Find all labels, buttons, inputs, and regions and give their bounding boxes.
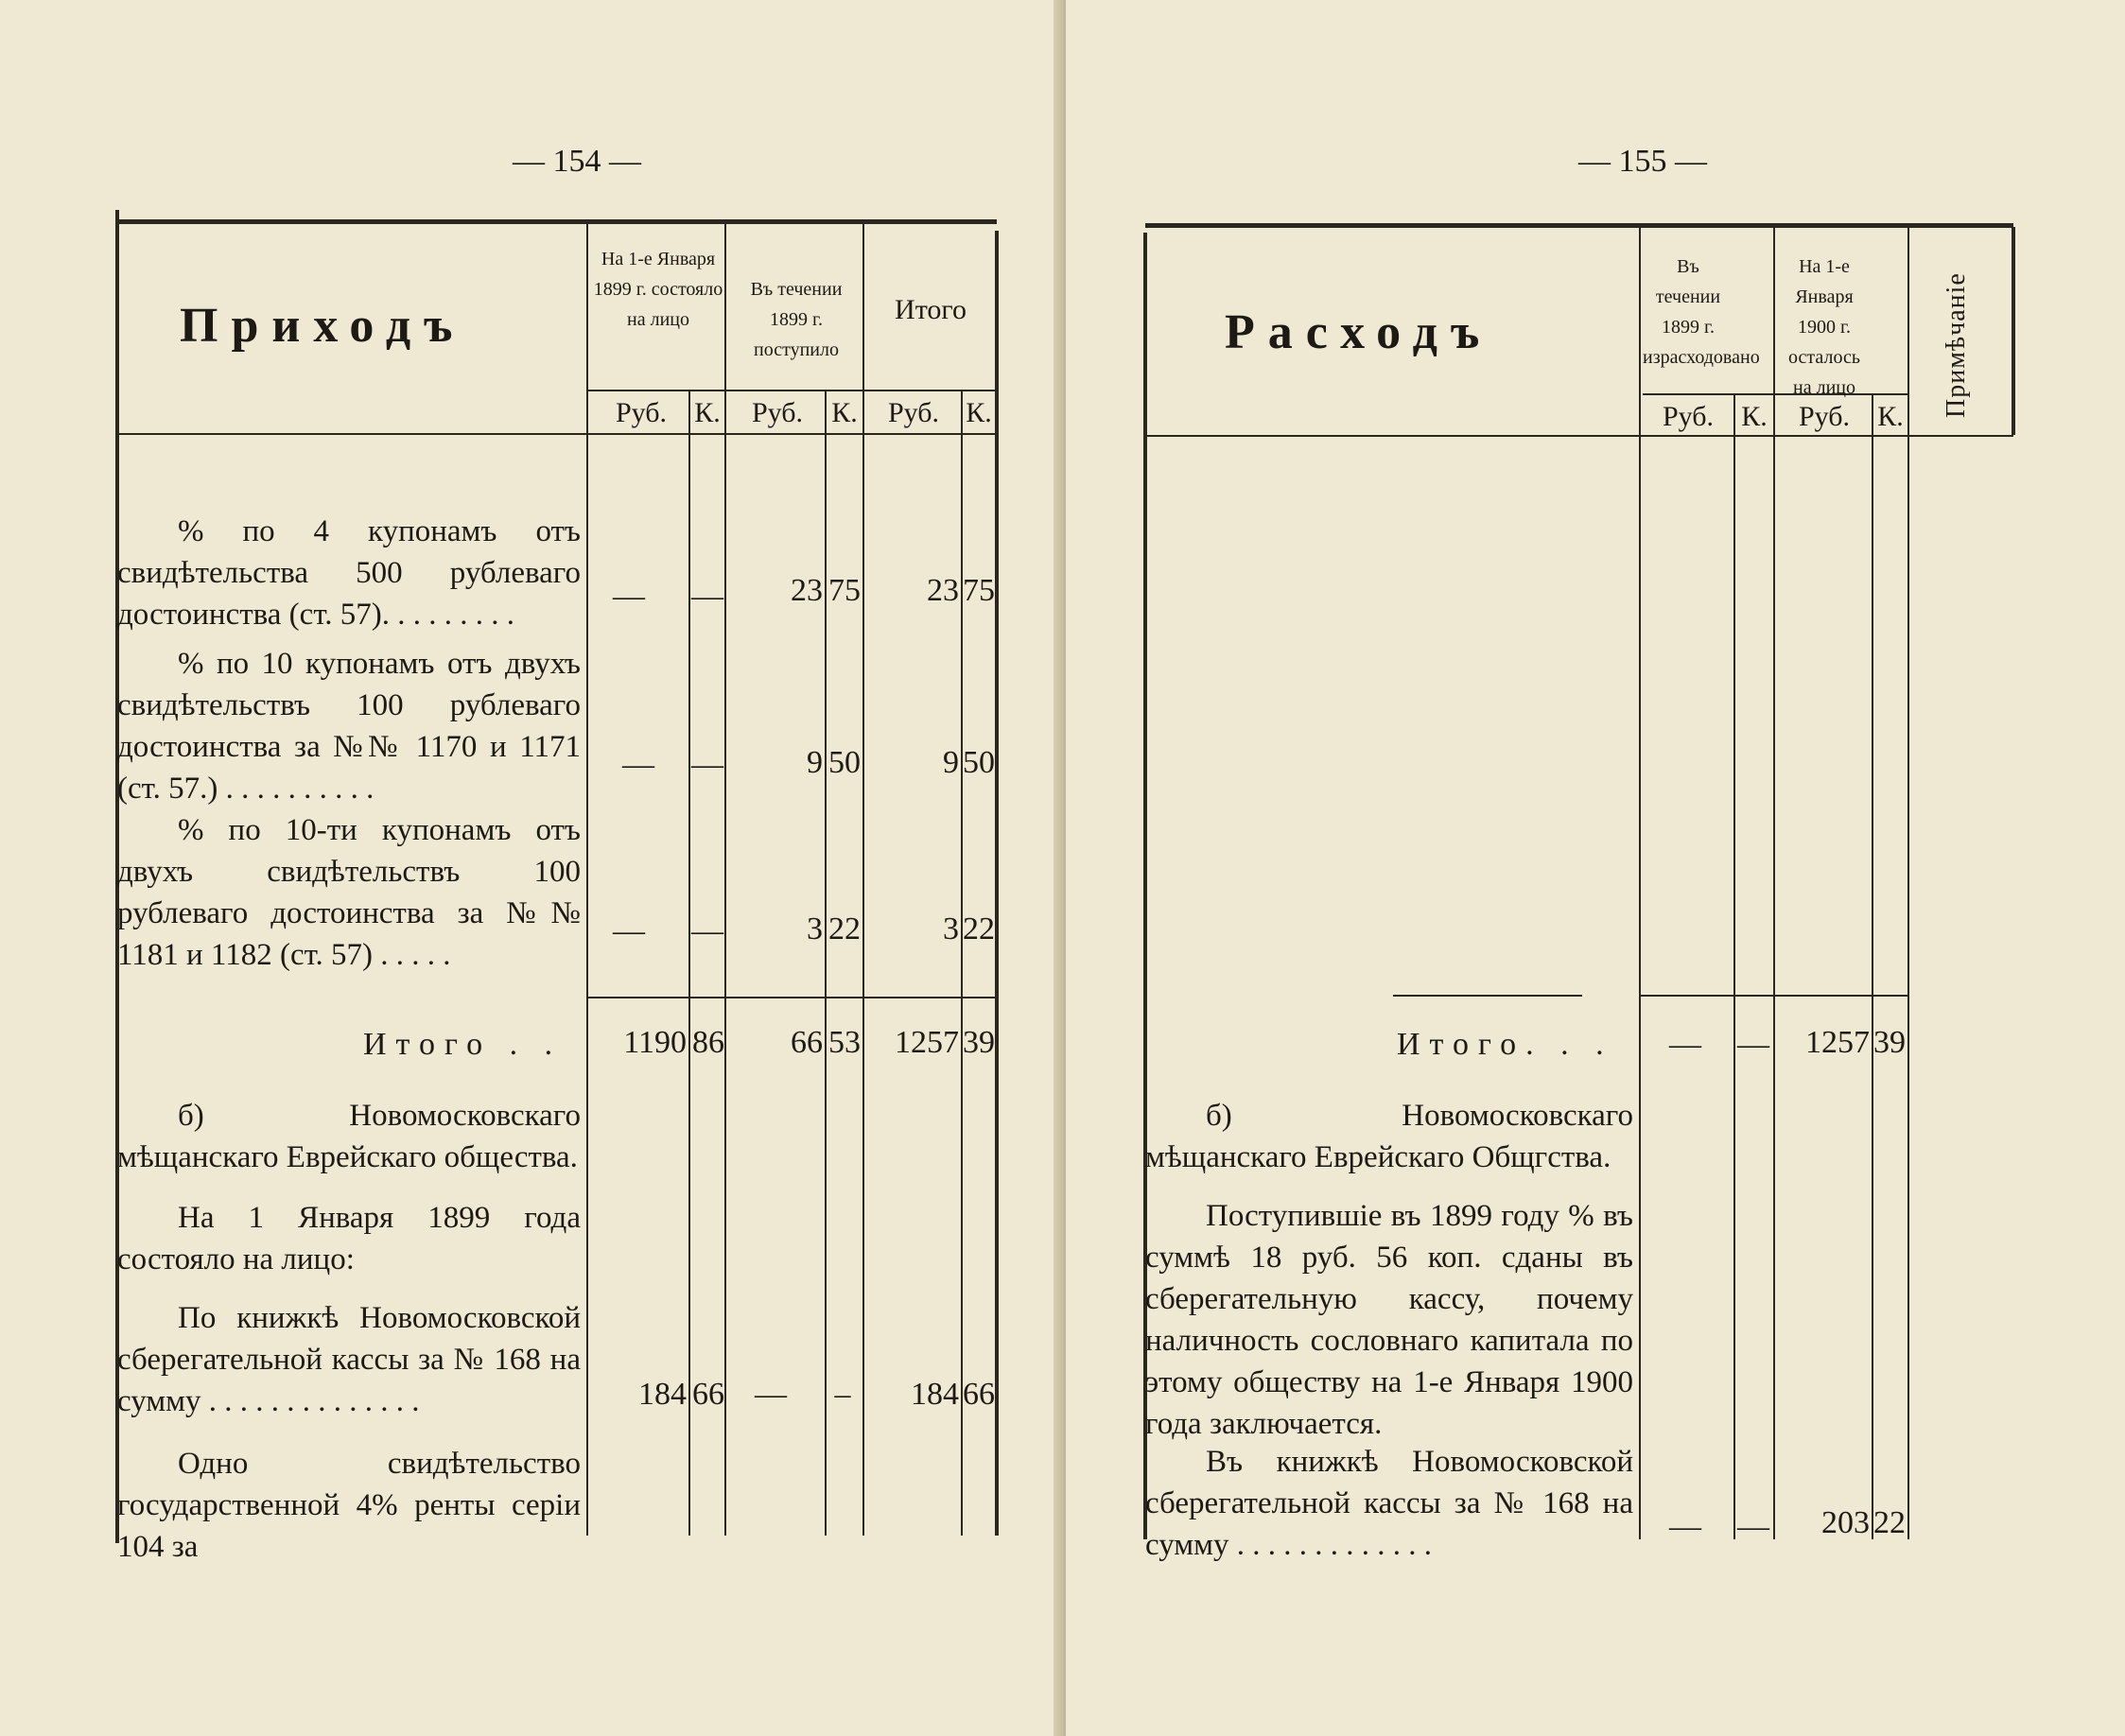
row2-c3-kop: 50 <box>963 745 995 780</box>
right-page <box>1066 0 2125 1736</box>
knizhka-r-c1-rub: — <box>1669 1509 1701 1544</box>
col-divider-1 <box>586 221 588 1536</box>
knizhka-r-c2-rub: 203 <box>1821 1505 1870 1540</box>
col-header-jan-1899: На 1-е Января 1899 г. состояло на лицо <box>593 249 723 330</box>
itogo-c3-rub: 1257 <box>895 1025 959 1060</box>
kop-divider-1 <box>688 390 690 1536</box>
row3-c2-rub: 3 <box>807 911 823 946</box>
postupivshie-text: Поступившіе въ 1899 году % въ суммѣ 18 руб. 56 коп. сданы въ сберегательную кассу, почему наличность сословнаго капитала по этому обществу на 1-е Января 1900 года заключается. <box>1145 1199 1633 1441</box>
page-title-left: Приходъ <box>180 299 466 353</box>
odno-svidetelstvo-text: Одно свидѣтельство государственной 4% ренты серіи 104 за <box>117 1447 581 1564</box>
knizhka-c2-rub: — <box>755 1377 787 1412</box>
page-number-left: — 154 — <box>513 144 641 179</box>
knizhka-text-right: Въ книжкѣ Новомосковской сберегательной кассы за № 168 на сумму . . . . . . . . . . . . . <box>1145 1445 1633 1562</box>
row1-c2-kop: 75 <box>828 573 861 608</box>
table-top-rule-right <box>1145 223 2013 228</box>
row3-c2-kop: 22 <box>828 911 861 946</box>
knizhka-c1-kop: 66 <box>692 1377 724 1412</box>
row2-c1-kop: — <box>691 747 723 782</box>
sum-rule-right <box>1639 995 1907 997</box>
page-number-right: — 155 — <box>1578 144 1707 179</box>
col-divider-r2 <box>1773 225 1775 1539</box>
knizhka-r-c2-kop: 22 <box>1873 1505 1906 1540</box>
itogo-r-c1-rub: — <box>1669 1027 1701 1062</box>
knizhka-c1-rub: 184 <box>638 1377 687 1412</box>
col-divider-2 <box>724 221 726 1536</box>
row-text-coupons-1181-1182: % по 10-ти купонамъ отъ двухъ свидѣтельствъ 100 рублеваго достоинства за №№ 1181 и 1182 (ст. 57) . . . . . <box>117 813 581 972</box>
knizhka-r-c1-kop: — <box>1737 1509 1769 1544</box>
itogo-label-left: Итого . . <box>363 1027 563 1062</box>
unit-rub-1: Руб. <box>615 397 668 428</box>
row1-c1-kop: — <box>691 579 723 614</box>
row1-c3-kop: 75 <box>963 573 995 608</box>
page-title-right: Расходъ <box>1225 305 1493 359</box>
section-b-heading-right: б) Новомосковскаго мѣщанскаго Еврейскаго Общгства. <box>1145 1099 1633 1174</box>
row2-c2-kop: 50 <box>828 745 861 780</box>
unit-rub-2: Руб. <box>751 397 804 428</box>
header-bottom-rule-right <box>1145 435 2013 437</box>
col-divider-3 <box>862 221 864 1536</box>
kop-divider-r1 <box>1733 393 1735 1539</box>
unit-rub-r2: Руб. <box>1798 401 1851 432</box>
col-divider-r1 <box>1639 225 1641 1539</box>
kop-divider-3 <box>961 390 963 1536</box>
itogo-c1-rub: 1190 <box>623 1025 687 1060</box>
col-header-during-1899: Въ течении 1899 г. поступило <box>750 279 843 360</box>
itogo-c2-kop: 53 <box>828 1025 861 1060</box>
col-header-note: Примѣчаніе <box>1942 272 1971 418</box>
row3-c1-kop: — <box>691 913 723 948</box>
col-header-itogo: Итого <box>895 294 967 325</box>
row3-c3-kop: 22 <box>963 911 995 946</box>
row-text-coupon-500: % по 4 купонамъ отъ свидѣтельства 500 рублеваго достоинства (ст. 57). . . . . . . . . <box>117 514 581 632</box>
row3-c3-rub: 3 <box>943 911 959 946</box>
knizhka-c3-kop: 66 <box>963 1377 995 1412</box>
na-1-january-text: На 1 Января 1899 года состояло на лицо: <box>117 1201 581 1276</box>
unit-kop-3: К. <box>966 397 992 428</box>
unit-rub-r1: Руб. <box>1662 401 1715 432</box>
unit-rub-3: Руб. <box>887 397 940 428</box>
kop-divider-2 <box>825 390 827 1536</box>
knizhka-c2-kop: – <box>834 1377 851 1412</box>
table-right-border <box>995 231 999 1536</box>
left-page <box>0 0 1059 1736</box>
unit-kop-2: К. <box>831 397 858 428</box>
section-b-heading-left: б) Новомосковскаго мѣщанскаго Еврейскаго общества. <box>117 1099 581 1174</box>
row2-c1-rub: — <box>622 747 654 782</box>
header-bottom-rule <box>117 433 997 435</box>
table-right-border-right <box>2012 227 2015 435</box>
unit-row-rule <box>588 390 997 391</box>
knizhka-text-left: По книжкѣ Новомосковской сберегательной кассы за № 168 на сумму . . . . . . . . . . . . . . <box>117 1301 581 1418</box>
itogo-c1-kop: 86 <box>692 1025 724 1060</box>
row1-c2-rub: 23 <box>791 573 823 608</box>
knizhka-c3-rub: 184 <box>911 1377 959 1412</box>
itogo-r-c1-kop: — <box>1737 1027 1769 1062</box>
itogo-c3-kop: 39 <box>963 1025 995 1060</box>
kop-divider-r2 <box>1872 393 1873 1539</box>
itogo-r-c2-kop: 39 <box>1873 1025 1906 1060</box>
col-divider-r3 <box>1907 225 1909 1539</box>
unit-kop-r2: К. <box>1877 401 1904 432</box>
col-header-jan-1900: На 1-е Января 1900 г. осталось на лицо <box>1788 256 1860 398</box>
unit-kop-r1: К. <box>1741 401 1768 432</box>
text-sum-rule-right <box>1393 995 1582 997</box>
sum-rule-left <box>588 997 997 998</box>
itogo-label-right: Итого. . . <box>1397 1027 1613 1062</box>
row1-c3-rub: 23 <box>927 573 959 608</box>
itogo-r-c2-rub: 1257 <box>1805 1025 1870 1060</box>
row3-c1-rub: — <box>613 913 645 948</box>
row1-c1-rub: — <box>613 579 645 614</box>
table-top-rule <box>117 219 997 224</box>
row2-c2-rub: 9 <box>807 745 823 780</box>
row2-c3-rub: 9 <box>943 745 959 780</box>
unit-kop-1: К. <box>694 397 721 428</box>
row-text-coupons-1170-1171: % по 10 купонамъ отъ двухъ свидѣтельствъ 100 рублеваго достоинства за №№ 1170 и 1171 (ст. 57.) . . . . . . . . . . <box>117 647 581 806</box>
itogo-c2-rub: 66 <box>791 1025 823 1060</box>
col-header-spent-1899: Въ течении 1899 г. израсходовано <box>1643 256 1760 368</box>
